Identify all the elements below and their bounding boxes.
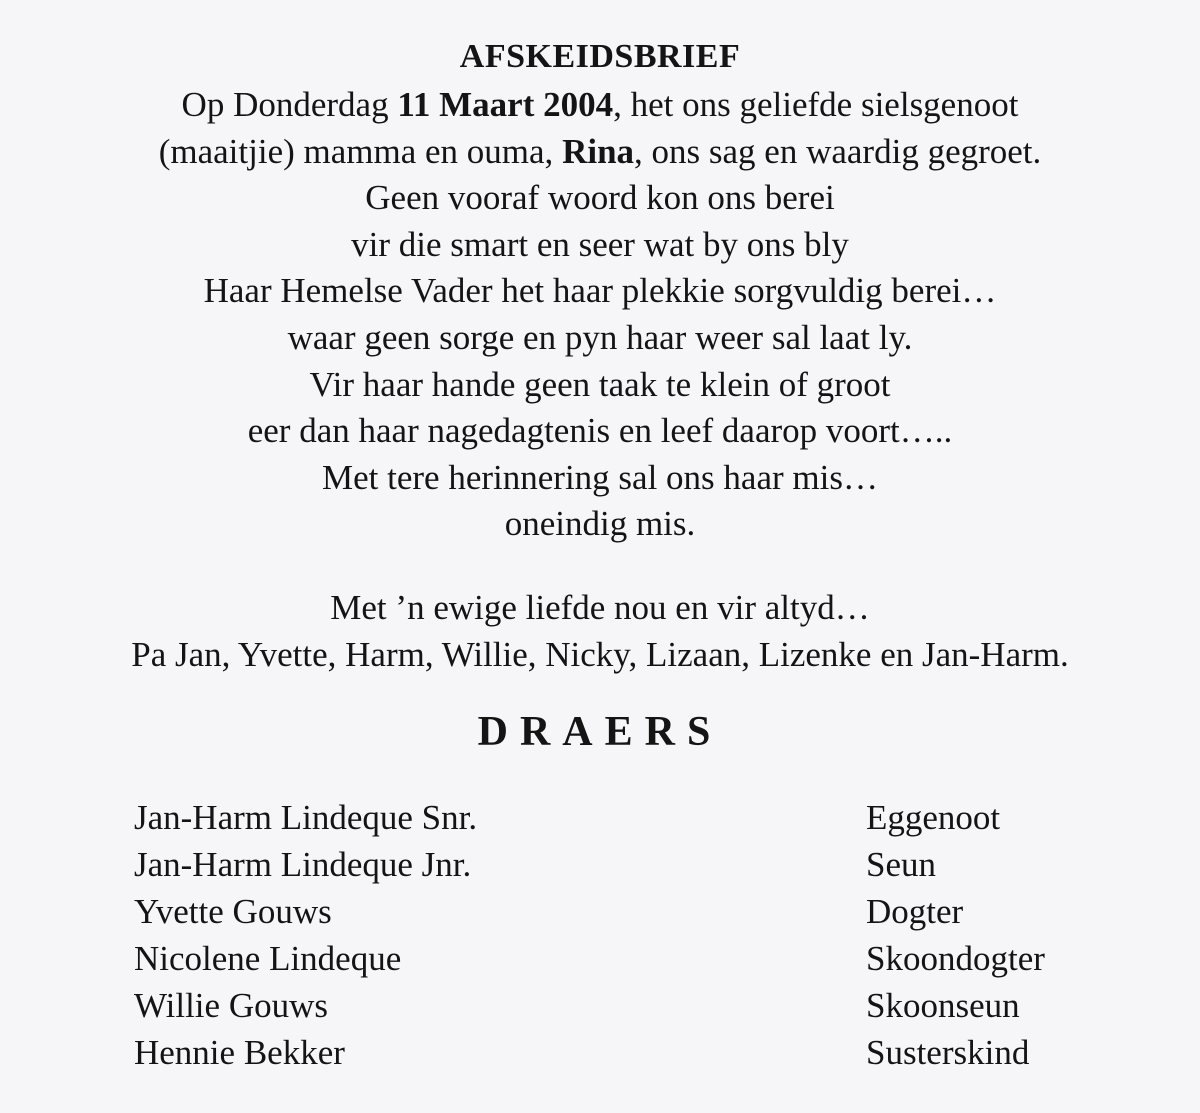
bearer-name: Jan-Harm Lindeque Snr.: [134, 798, 478, 837]
letter-line: Met tere herinnering sal ons haar mis…: [322, 457, 878, 497]
bearer-row: [0, 888, 1200, 935]
bearer-name: Willie Gouws: [134, 986, 328, 1025]
bearer-relation: Susterskind: [866, 1033, 1030, 1072]
letter-line: vir die smart en seer wat by ons bly: [351, 224, 849, 264]
bearer-relation: Dogter: [866, 892, 964, 931]
bearers-list: [0, 794, 1200, 1076]
bearer-row: [0, 1029, 1200, 1076]
deceased-name: Rina: [562, 131, 635, 171]
letter-line: Op Donderdag 11 Maart 2004, het ons geliefde sielsgenoot: [181, 85, 1019, 124]
bearer-name: Nicolene Lindeque: [134, 939, 402, 978]
bearer-row: [0, 935, 1200, 982]
bearer-row: [0, 841, 1200, 888]
letter-line: oneindig mis.: [504, 504, 696, 544]
bearers-heading: DRAERS: [477, 709, 723, 755]
bearer-relation: Skoonseun: [866, 986, 1020, 1025]
bearer-row: [0, 982, 1200, 1029]
letter-closing: [0, 585, 1200, 678]
death-date: 11 Maart 2004: [397, 85, 614, 124]
bearer-name: Hennie Bekker: [134, 1033, 345, 1072]
bearer-relation: Skoondogter: [866, 939, 1045, 978]
letter-line: Vir haar hande geen taak te klein of groot: [309, 364, 891, 404]
closing-line: Met ’n ewige liefde nou en vir altyd…: [330, 588, 870, 627]
letter-line: waar geen sorge en pyn haar weer sal laat ly.: [287, 317, 913, 357]
letter-title: AFSKEIDSBRIEF: [459, 38, 741, 75]
letter-line: eer dan haar nagedagtenis en leef daarop voort…..: [247, 411, 953, 451]
letter-line: Haar Hemelse Vader het haar plekkie sorgvuldig berei…: [203, 271, 997, 311]
bearer-relation: Seun: [866, 845, 936, 884]
letter-line: Geen vooraf woord kon ons berei: [365, 178, 835, 218]
letter-body: [0, 82, 1200, 548]
family-signature: Pa Jan, Yvette, Harm, Willie, Nicky, Lizaan, Lizenke en Jan-Harm.: [131, 634, 1069, 674]
bearer-name: Jan-Harm Lindeque Jnr.: [134, 845, 472, 884]
bearer-relation: Eggenoot: [866, 798, 1001, 837]
bearer-row: [0, 794, 1200, 841]
bearer-name: Yvette Gouws: [134, 892, 332, 931]
letter-line: (maaitjie) mamma en ouma, Rina, ons sag en waardig gegroet.: [158, 131, 1042, 171]
